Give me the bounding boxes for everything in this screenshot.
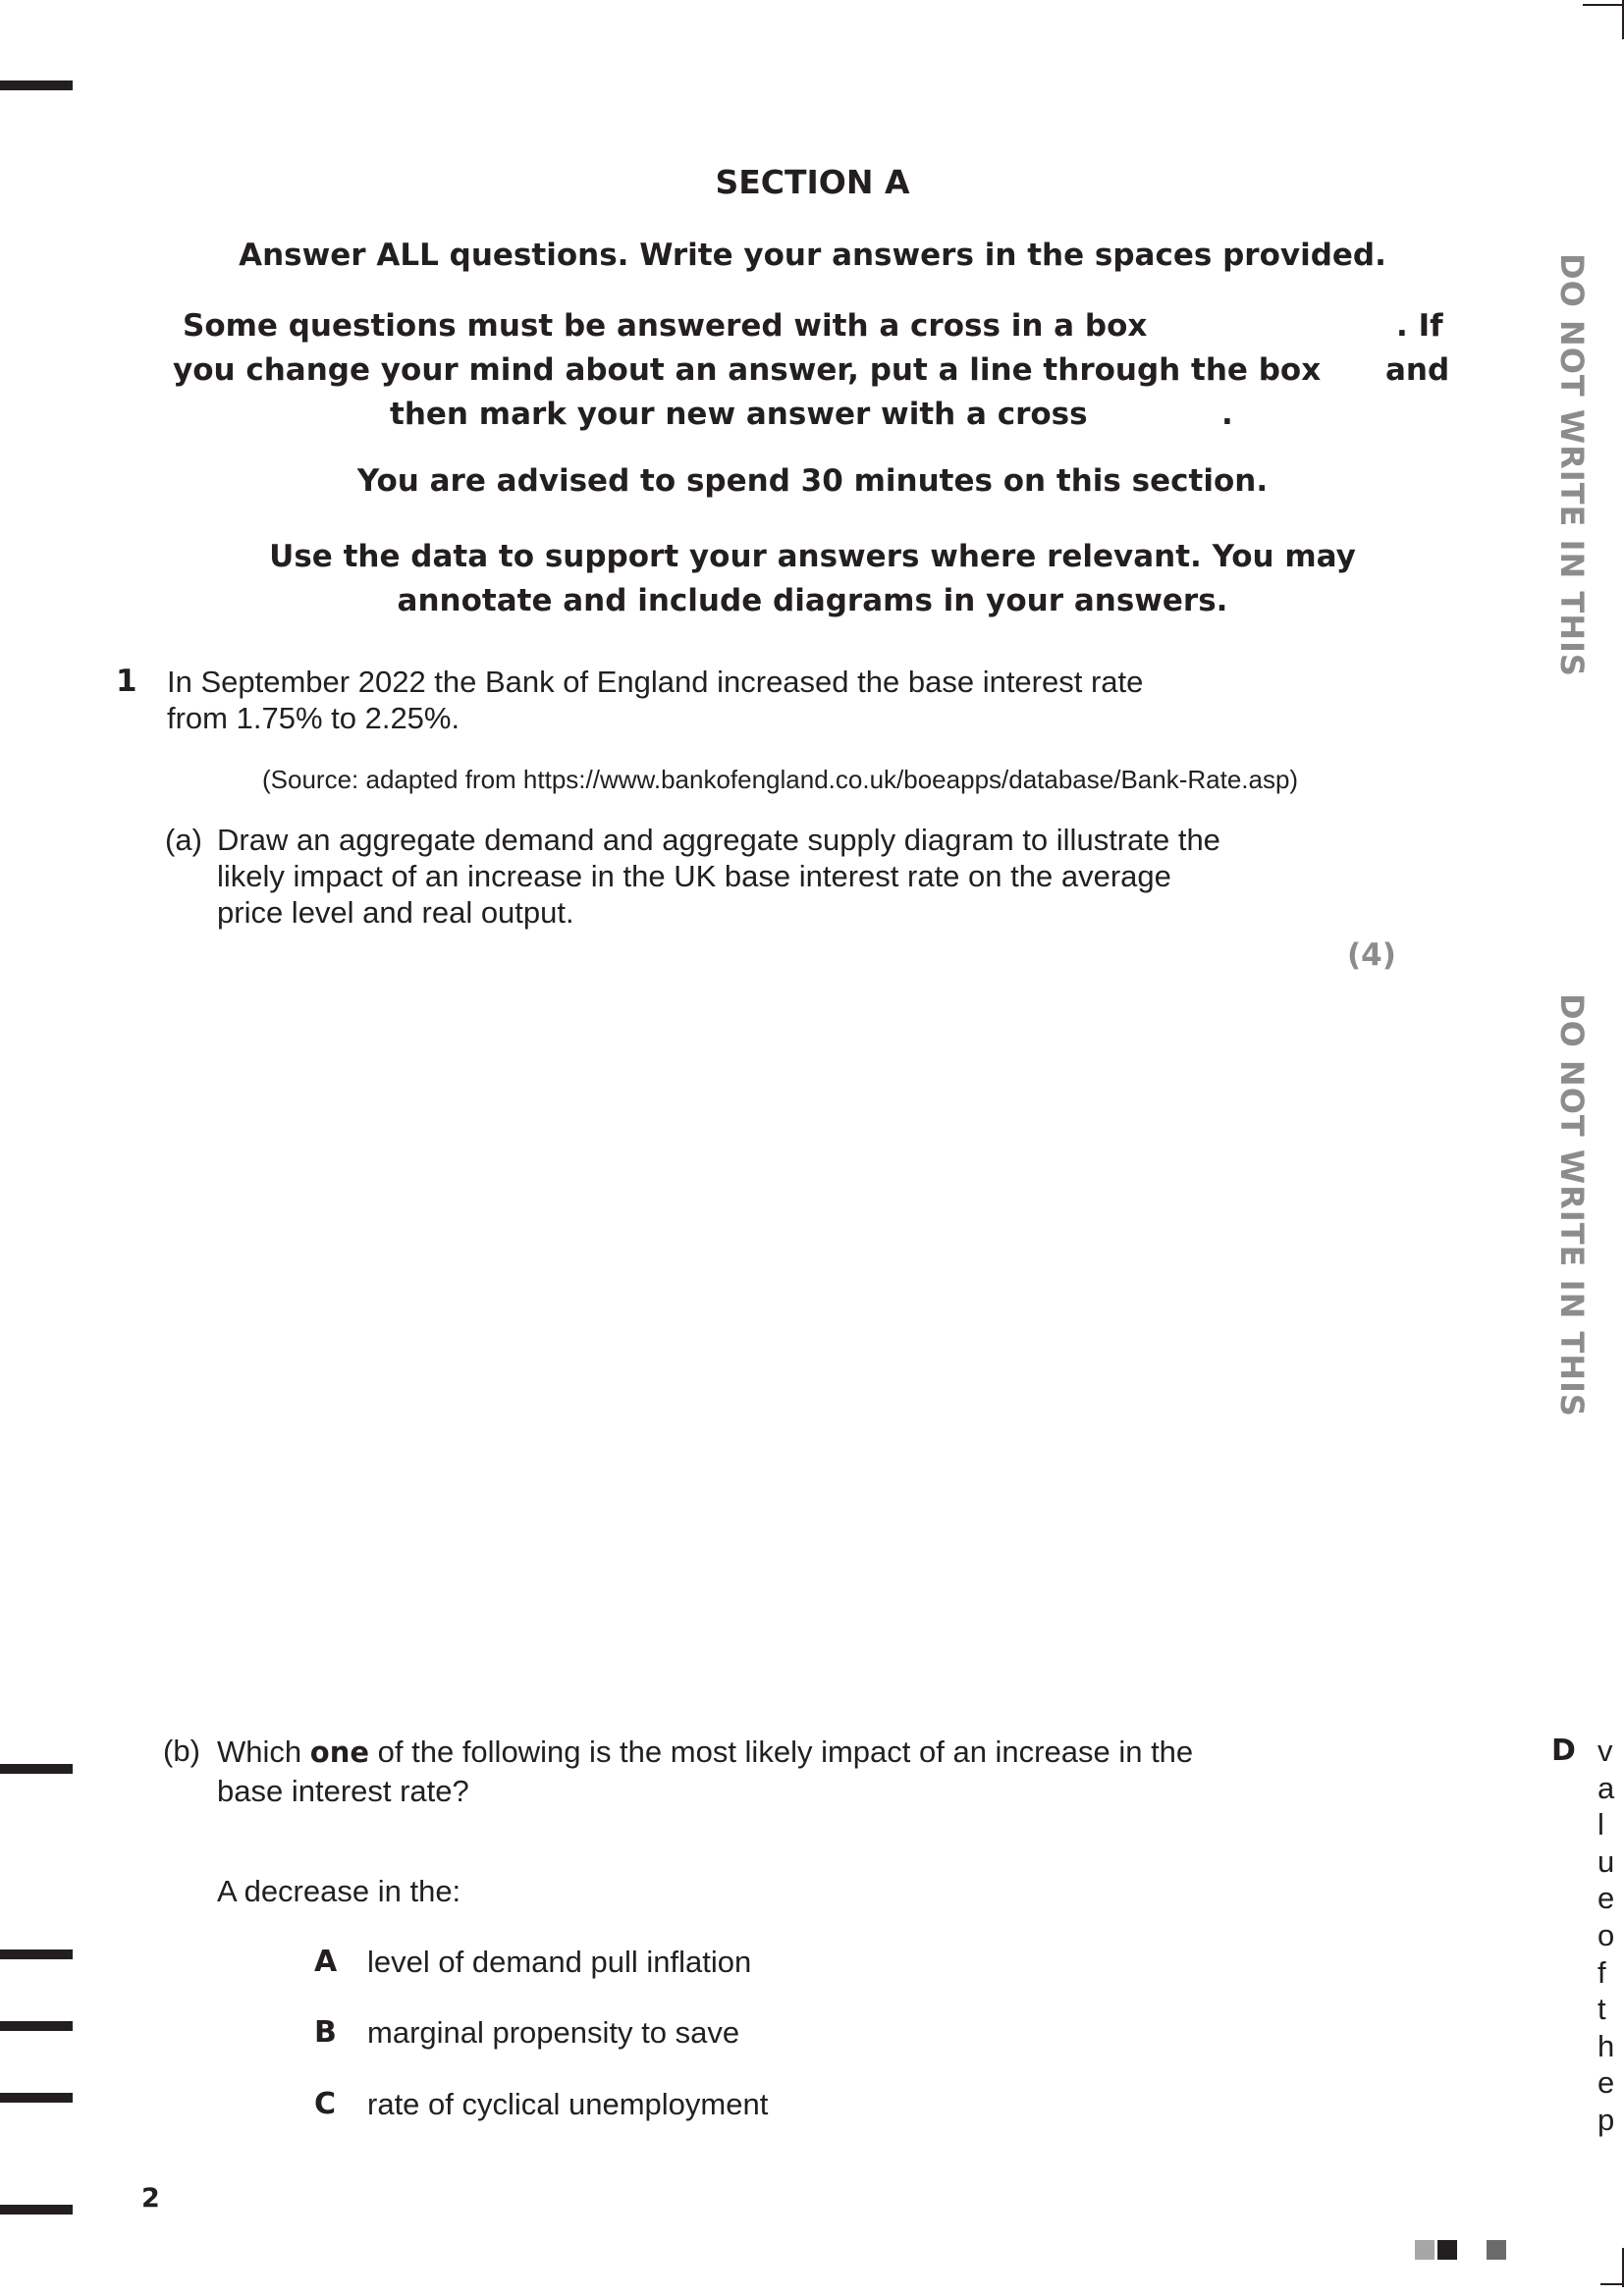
print-mark-dark	[1487, 2240, 1506, 2260]
part-a-line: likely impact of an increase in the UK base interest rate on the average	[217, 859, 1171, 893]
advice-time: You are advised to spend 30 minutes on this section.	[356, 463, 1269, 499]
margin-banner-top: DO NOT WRITE IN THIS	[1553, 253, 1591, 677]
instruction-line: Some questions must be answered with a cross in a box	[183, 308, 1148, 344]
instruction-cross-box	[157, 304, 1473, 437]
option-letter: B	[314, 2015, 337, 2050]
option-d-text[interactable]: value of the p	[1597, 1734, 1615, 2137]
option-text: marginal propensity to save	[367, 2015, 740, 2050]
option-text: level of demand pull inflation	[367, 1945, 752, 1979]
stem-line: In September 2022 the Bank of England increased the base interest rate	[167, 665, 1144, 699]
crop-mark	[1583, 4, 1624, 6]
diagram-answer-area[interactable]	[165, 991, 1422, 1718]
option-lead: A decrease in the:	[217, 1874, 461, 1908]
option-letter-d: D	[1551, 1734, 1576, 1768]
crop-mark	[1600, 2283, 1624, 2285]
stem-line: from 1.75% to 2.25%.	[167, 701, 460, 735]
question-stem	[167, 664, 1345, 736]
print-mark-black	[1437, 2240, 1457, 2260]
option-letter: C	[314, 2087, 337, 2121]
registration-mark	[0, 1764, 73, 1774]
question-number: 1	[116, 664, 137, 699]
section-title: SECTION A	[715, 163, 910, 201]
option-text: rate of cyclical unemployment	[367, 2087, 769, 2121]
instruction-line: .	[1221, 397, 1233, 432]
part-b-line: base interest rate?	[217, 1774, 469, 1808]
margin-banner-middle: DO NOT WRITE IN THIS	[1553, 993, 1591, 1417]
registration-mark	[0, 80, 73, 90]
part-a-label: (a)	[165, 823, 202, 857]
part-b-text	[217, 1733, 1346, 1811]
registration-mark	[0, 2205, 73, 2215]
option-row-c[interactable]	[314, 2086, 1001, 2157]
option-row-a[interactable]	[314, 1944, 1001, 2014]
advice-line: Use the data to support your answers where relevant. You may	[269, 539, 1356, 574]
registration-mark	[0, 2021, 73, 2031]
instruction-line: . If	[1396, 308, 1443, 344]
marks-label: (4)	[1347, 937, 1396, 973]
part-b-label: (b)	[163, 1734, 200, 1768]
emphasis-one: one	[309, 1735, 370, 1769]
instruction-line: you change your mind about an answer, put a line through the box	[173, 352, 1322, 388]
registration-mark	[0, 2093, 73, 2103]
part-a-line: Draw an aggregate demand and aggregate supply diagram to illustrate the	[217, 823, 1220, 857]
option-letter: A	[314, 1945, 338, 1979]
part-a-line: price level and real output.	[217, 895, 574, 930]
instruction-answer-all: Answer ALL questions. Write your answers in the spaces provided.	[239, 238, 1386, 273]
part-b-pre: Which	[217, 1735, 302, 1769]
advice-line: annotate and include diagrams in your answers.	[397, 583, 1228, 618]
source-citation: (Source: adapted from https://www.bankofengland.co.uk/boeapps/database/Bank-Rate.asp)	[262, 765, 1299, 794]
option-row-b[interactable]	[314, 2014, 1001, 2086]
advice-data	[137, 535, 1488, 623]
part-b-post: of the following is the most likely impact of an increase in the	[377, 1735, 1194, 1769]
part-a-text	[217, 822, 1346, 931]
page-number: 2	[141, 2183, 160, 2214]
registration-mark	[0, 1949, 73, 1959]
instruction-line: and	[1385, 352, 1450, 388]
print-mark-grey	[1415, 2240, 1435, 2260]
instruction-line: then mark your new answer with a cross	[390, 397, 1088, 432]
option-list	[314, 1944, 1001, 2157]
